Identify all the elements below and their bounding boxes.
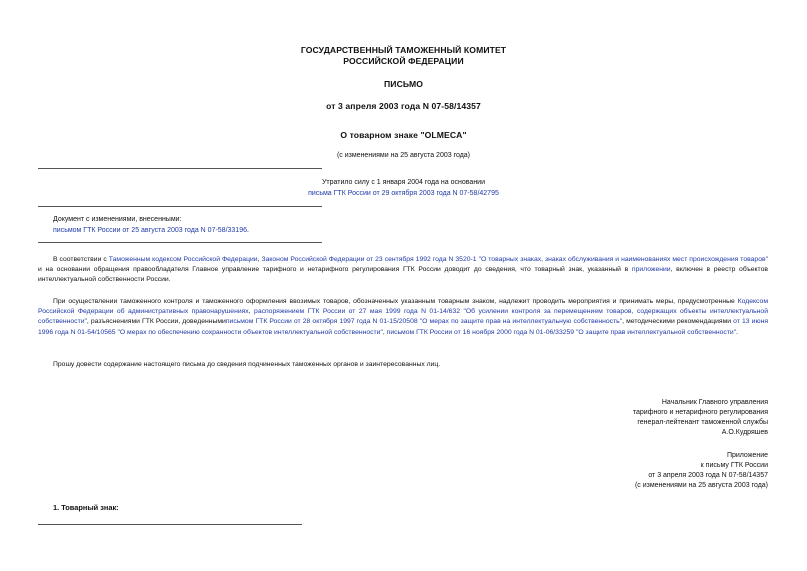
status-text: Утратило силу с 1 января 2004 года на основании (321, 179, 486, 186)
signature-block (468, 398, 768, 438)
trademark-law-link[interactable]: Законом Российской Федерации от 23 сентября 1992 года N 3520-1 "О товарных знаках, знаках обслуживания и наименованиях мест происхождения товаров" (261, 256, 769, 263)
appendix-line: (с изменениями на 25 августа 2003 года) (634, 482, 768, 489)
letter-1997-link[interactable]: письмом ГТК России от 28 октября 1997 года N 01-15/20508 "О мерах по защите прав на интеллектуальную собственность" (225, 318, 623, 326)
divider (38, 168, 322, 169)
customs-code-link[interactable]: Таможенным кодексом Российской Федерации (108, 256, 258, 263)
amendments-note: (с изменениями на 25 августа 2003 года) (336, 152, 471, 159)
changes-end: . (246, 227, 249, 234)
doc-subject: О товарном знаке "OLMECA" (340, 130, 467, 140)
signature-line: Начальник Главного управления (661, 399, 768, 406)
paragraph-2: При осуществлении таможенного контроля и таможенного оформления ввозимых товаров, обозначенных указанным товарным знаком, надлежит проводить мероприятия и принимать меры, предусмотренные Кодексом Российской Федерации об административных правонарушениях, распоряжением ГТК России от 27 мая 1999 года N 01-14/632 "Об усилении контроля за перемещением товаров, содержащих объекты интеллектуальной собственности", разъяснениями ГТК России, доведеннымиписьмом ГТК России от 28 октября 1997 года N 01-15/20508 "О мерах по защите прав на интеллектуальную собственность", методическими рекомендациями от 13 июня 1996 года N 01-54/10565 "О мерах по обеспечению сохранности объектов интеллектуальной собственности", письмом ГТК России от 16 ноября 2000 года N 01-06/33259 "О защите прав интеллектуальной собственности". (38, 298, 769, 336)
divider (38, 524, 302, 525)
paragraph-1: В соответствии с Таможенным кодексом Российской Федерации, Законом Российской Федерации от 23 сентября 1992 года N 3520-1 "О товарных знаках, знаках обслуживания и наименованиях мест происхождения товаров" и на основании обращения правообладателя Главное управление тарифного и нетарифного регулирования ГТК России доводит до сведения, что товарный знак, указанный в приложении, включен в реестр объектов интеллектуальной собственности России. (38, 256, 769, 284)
order-1999-link[interactable]: распоряжением ГТК России от 27 мая 1999 года N 01-14/632 "Об усилении контроля за перемещением товаров, содержащих объекты интеллектуальной собственности" (38, 308, 769, 326)
appendix-block (468, 451, 768, 491)
changes-link[interactable]: письмом ГТК России от 25 августа 2003 года N 07-58/33196 (53, 227, 247, 234)
doc-type: ПИСЬМО (384, 79, 423, 89)
appendix-line: к письму ГТК России (700, 462, 768, 469)
divider (38, 242, 322, 243)
section-title: 1. Товарный знак: (53, 503, 119, 512)
signatory-name: А.О.Кудряшев (721, 429, 768, 436)
appendix-link[interactable]: приложении (631, 266, 671, 274)
changes-ref (53, 226, 249, 236)
changes-label: Документ с изменениями, внесенными: (53, 216, 182, 223)
signature-line: генерал-лейтенант таможенной службы (637, 419, 768, 426)
status-link[interactable]: письма ГТК России от 29 октября 2003 года N 07-58/42795 (308, 190, 499, 197)
admin-code-link[interactable]: Кодексом Российской Федерации об административных правонарушениях (38, 298, 768, 316)
appendix-line: Приложение (726, 452, 768, 459)
divider (38, 206, 322, 207)
org-name-line1: ГОСУДАРСТВЕННЫЙ ТАМОЖЕННЫЙ КОМИТЕТ (300, 45, 507, 55)
paragraph-3: Прошу довести содержание настоящего письма до сведения подчиненных таможенных органов и заинтересованных лиц. (53, 361, 441, 368)
signature-line: тарифного и нетарифного регулирования (632, 409, 768, 416)
org-name-line2: РОССИЙСКОЙ ФЕДЕРАЦИИ (343, 56, 464, 66)
letter-2000-link[interactable]: письмом ГТК России от 16 ноября 2000 года N 01-06/33259 "О защите прав интеллектуальной собственности" (386, 328, 737, 336)
doc-date: от 3 апреля 2003 года N 07-58/14357 (326, 101, 481, 111)
appendix-line: от 3 апреля 2003 года N 07-58/14357 (648, 472, 768, 479)
recommendations-1996-link[interactable]: от 13 июня 1996 года N 01-54/10565 "О мерах по обеспечению сохранности объектов интеллектуальной собственности" (38, 318, 768, 336)
